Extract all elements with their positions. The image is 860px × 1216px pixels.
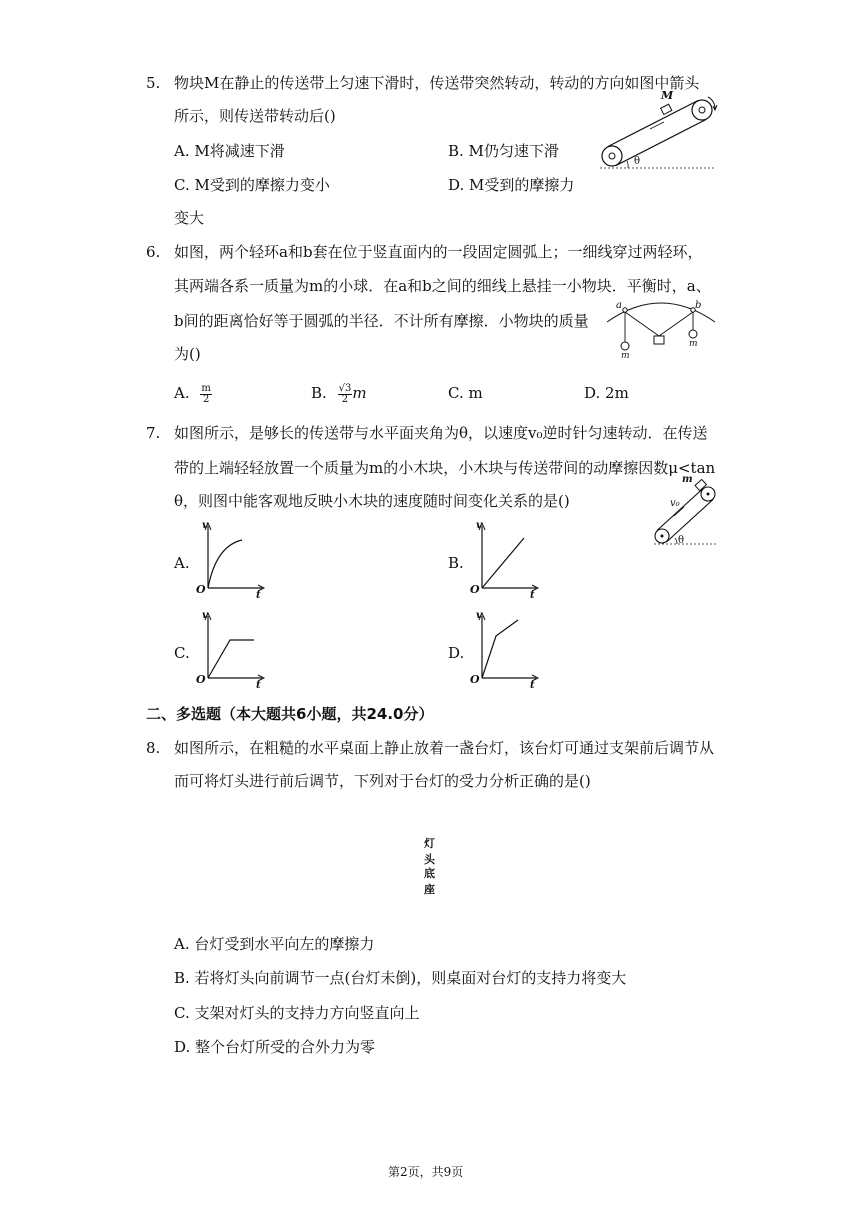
q6-option-b-numerator: √3 xyxy=(338,382,352,394)
q8-fig-label-base: 底座 xyxy=(424,867,435,896)
q5-option-a: A. M将减速下滑 xyxy=(174,142,285,160)
q6-number: 6. xyxy=(146,243,161,261)
q7-fig-label-m: m xyxy=(682,474,693,485)
q6-arc-figure xyxy=(605,292,717,360)
q6-option-d: D. 2m xyxy=(584,384,629,402)
q6-option-b-label: B. xyxy=(311,384,327,402)
q6-option-b xyxy=(311,383,367,405)
q8-text-line2: 而可将灯头进行前后调节，下列对于台灯的受力分析正确的是() xyxy=(174,772,591,790)
section-heading-multiple-choice: 二、多选题（本大题共6小题，共24.0分） xyxy=(146,705,434,723)
q7-graph-c-origin: O xyxy=(196,673,206,686)
q8-text-line1: 如图所示，在粗糙的水平桌面上静止放着一盏台灯，该台灯可通过支架前后调节从 xyxy=(174,739,715,757)
q6-text-line3: b间的距离恰好等于圆弧的半径．不计所有摩擦．小物块的质量 xyxy=(174,312,589,330)
q5-option-b: B. M仍匀速下滑 xyxy=(448,142,559,160)
q6-text-line2: 其两端各系一质量为m的小球．在a和b之间的细线上悬挂一小物块．平衡时，a、 xyxy=(174,277,711,295)
q5-option-d-cont: 变大 xyxy=(174,209,205,227)
q7-graph-b xyxy=(470,518,540,601)
q6-fig-label-b: b xyxy=(695,300,702,311)
q5-option-d: D. M受到的摩擦力 xyxy=(448,176,575,194)
q6-fig-label-m-left: m xyxy=(621,351,630,361)
page-footer: 第2页，共9页 xyxy=(388,1165,464,1179)
q6-text-line1: 如图，两个轻环a和b套在位于竖直面内的一段固定圆弧上；一细线穿过两轻环， xyxy=(174,243,703,261)
q6-option-a-denominator: 2 xyxy=(202,393,210,405)
q8-option-c: C. 支架对灯头的支持力方向竖直向上 xyxy=(174,1004,420,1022)
q7-graph-d xyxy=(470,608,540,691)
q7-fig-label-v0: v₀ xyxy=(670,498,680,509)
q6-option-b-fraction xyxy=(338,384,353,405)
q7-text-line3: θ，则图中能客观地反映小木块的速度随时间变化关系的是() xyxy=(174,492,570,510)
q6-option-a-numerator: m xyxy=(201,382,211,394)
q7-graph-a xyxy=(196,518,266,601)
q8-option-b: B. 若将灯头向前调节一点(台灯未倒)，则桌面对台灯的支持力将变大 xyxy=(174,969,627,987)
q5-text-line2: 所示，则传送带转动后() xyxy=(174,107,336,125)
q5-number: 5. xyxy=(146,74,161,92)
q6-fig-label-a: a xyxy=(616,300,622,311)
q7-graph-b-axis-t: t xyxy=(530,590,535,601)
q7-option-c: C. xyxy=(174,644,190,662)
q6-option-b-denominator: 2 xyxy=(341,393,349,405)
q7-option-a: A. xyxy=(174,554,190,572)
q7-text-line1: 如图所示，是够长的传送带与水平面夹角为θ，以速度v₀逆时针匀速转动．在传送 xyxy=(174,424,708,442)
q7-fig-label-theta: θ xyxy=(678,535,685,546)
q7-graph-d-origin: O xyxy=(470,673,480,686)
q7-graph-b-origin: O xyxy=(470,583,480,596)
q6-option-b-tail: m xyxy=(352,384,367,402)
q5-fig-label-theta: θ xyxy=(634,156,641,167)
q7-number: 7. xyxy=(146,424,161,442)
q5-text-line1: 物块M在静止的传送带上匀速下滑时，传送带突然转动，转动的方向如图中箭头 xyxy=(174,74,700,92)
q6-option-a-label: A. xyxy=(174,384,190,402)
q6-option-a-fraction xyxy=(200,384,211,405)
q6-text-line4: 为() xyxy=(174,345,201,363)
q7-graph-c-axis-v: v xyxy=(202,610,208,621)
q8-fig-label-lamp-head: 灯头 xyxy=(424,837,435,866)
q5-option-c: C. M受到的摩擦力变小 xyxy=(174,176,330,194)
q7-conveyor-figure xyxy=(652,474,718,548)
q7-graph-a-origin: O xyxy=(196,583,206,596)
q7-option-d: D. xyxy=(448,644,465,662)
q5-conveyor-figure xyxy=(598,89,718,172)
q7-graph-d-axis-v: v xyxy=(476,610,482,621)
q7-graph-a-axis-t: t xyxy=(256,590,261,601)
q6-option-c: C. m xyxy=(448,384,483,402)
q7-graph-c-axis-t: t xyxy=(256,680,261,691)
q5-fig-label-m: M xyxy=(661,89,674,102)
q7-option-b: B. xyxy=(448,554,464,572)
q7-text-line2: 带的上端轻轻放置一个质量为m的小木块，小木块与传送带间的动摩擦因数μ<tan xyxy=(174,459,716,477)
q8-option-a: A. 台灯受到水平向左的摩擦力 xyxy=(174,935,375,953)
q8-number: 8. xyxy=(146,739,161,757)
q7-graph-a-axis-v: v xyxy=(202,520,208,531)
q7-graph-d-axis-t: t xyxy=(530,680,535,691)
q8-option-d: D. 整个台灯所受的合外力为零 xyxy=(174,1038,376,1056)
q6-option-a xyxy=(174,383,212,405)
q7-graph-b-axis-v: v xyxy=(476,520,482,531)
q7-graph-c xyxy=(196,608,266,691)
q6-fig-label-m-right: m xyxy=(689,339,698,349)
